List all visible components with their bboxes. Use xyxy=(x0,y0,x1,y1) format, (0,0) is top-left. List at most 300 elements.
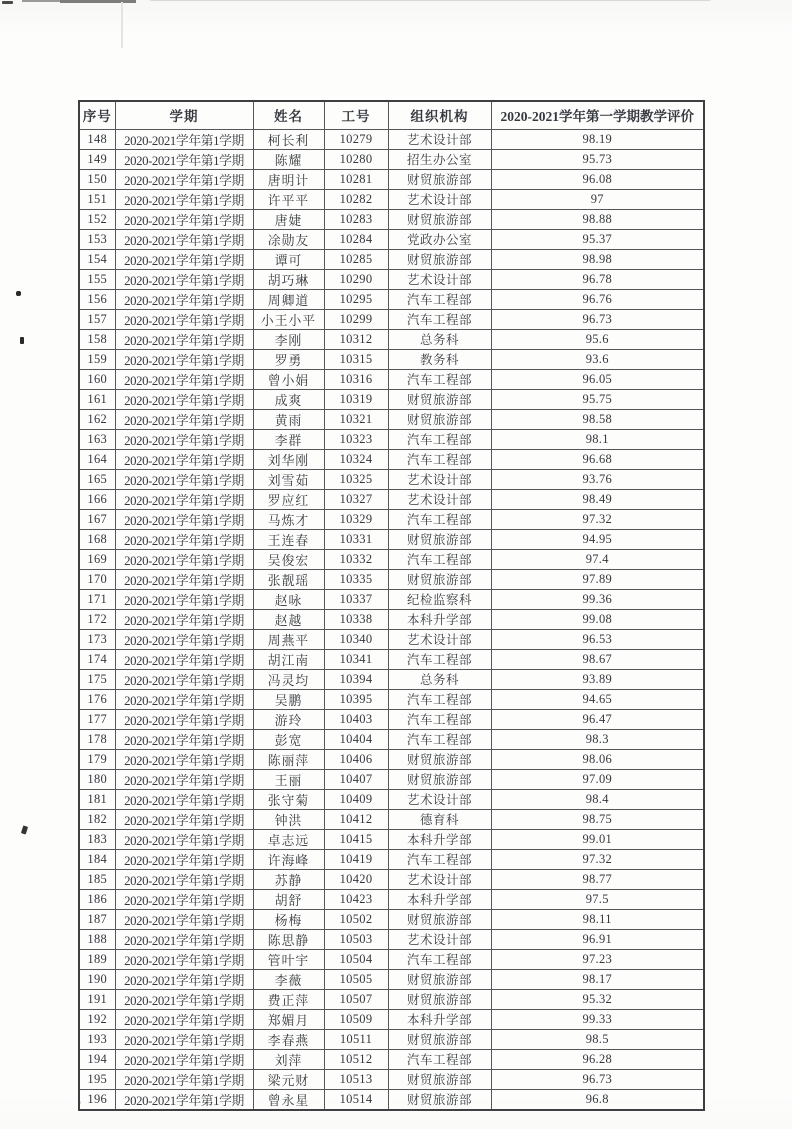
cell-index: 196 xyxy=(79,1089,115,1110)
cell-index: 174 xyxy=(79,649,115,669)
cell-semester: 2020-2021学年第1学期 xyxy=(115,669,253,689)
table-row xyxy=(79,269,704,289)
cell-index: 173 xyxy=(79,629,115,649)
cell-score: 96.53 xyxy=(491,629,704,649)
cell-score: 99.33 xyxy=(491,1009,704,1029)
cell-org: 财贸旅游部 xyxy=(388,1069,491,1089)
cell-semester: 2020-2021学年第1学期 xyxy=(115,409,253,429)
table-row xyxy=(79,709,704,729)
cell-index: 189 xyxy=(79,949,115,969)
cell-employee-id: 10321 xyxy=(324,409,388,429)
cell-score: 96.73 xyxy=(491,1069,704,1089)
cell-semester: 2020-2021学年第1学期 xyxy=(115,329,253,349)
cell-score: 96.8 xyxy=(491,1089,704,1110)
cell-org: 艺术设计部 xyxy=(388,469,491,489)
cell-employee-id: 10341 xyxy=(324,649,388,669)
cell-score: 98.19 xyxy=(491,129,704,149)
cell-index: 191 xyxy=(79,989,115,1009)
cell-name: 成爽 xyxy=(253,389,324,409)
cell-org: 党政办公室 xyxy=(388,229,491,249)
cell-name: 彭宽 xyxy=(253,729,324,749)
cell-semester: 2020-2021学年第1学期 xyxy=(115,169,253,189)
table-row xyxy=(79,149,704,169)
header-name: 姓名 xyxy=(253,101,324,129)
cell-org: 财贸旅游部 xyxy=(388,989,491,1009)
cell-score: 93.6 xyxy=(491,349,704,369)
cell-employee-id: 10327 xyxy=(324,489,388,509)
cell-employee-id: 10282 xyxy=(324,189,388,209)
cell-index: 178 xyxy=(79,729,115,749)
header-semester: 学期 xyxy=(115,101,253,129)
cell-score: 93.89 xyxy=(491,669,704,689)
cell-semester: 2020-2021学年第1学期 xyxy=(115,729,253,749)
cell-index: 165 xyxy=(79,469,115,489)
cell-score: 97.32 xyxy=(491,509,704,529)
cell-score: 96.47 xyxy=(491,709,704,729)
table-row xyxy=(79,929,704,949)
cell-org: 汽车工程部 xyxy=(388,709,491,729)
cell-semester: 2020-2021学年第1学期 xyxy=(115,1089,253,1110)
cell-index: 152 xyxy=(79,209,115,229)
cell-score: 96.78 xyxy=(491,269,704,289)
cell-score: 98.98 xyxy=(491,249,704,269)
header-employee-id: 工号 xyxy=(324,101,388,129)
cell-semester: 2020-2021学年第1学期 xyxy=(115,269,253,289)
scan-artifact xyxy=(20,337,24,344)
cell-semester: 2020-2021学年第1学期 xyxy=(115,889,253,909)
cell-name: 周燕平 xyxy=(253,629,324,649)
cell-name: 李刚 xyxy=(253,329,324,349)
table-row xyxy=(79,209,704,229)
cell-score: 98.75 xyxy=(491,809,704,829)
table-row xyxy=(79,869,704,889)
cell-employee-id: 10295 xyxy=(324,289,388,309)
cell-org: 本科升学部 xyxy=(388,609,491,629)
cell-semester: 2020-2021学年第1学期 xyxy=(115,469,253,489)
table-row xyxy=(79,749,704,769)
cell-index: 159 xyxy=(79,349,115,369)
cell-org: 汽车工程部 xyxy=(388,689,491,709)
table-row xyxy=(79,529,704,549)
cell-employee-id: 10290 xyxy=(324,269,388,289)
cell-semester: 2020-2021学年第1学期 xyxy=(115,309,253,329)
cell-employee-id: 10319 xyxy=(324,389,388,409)
cell-index: 180 xyxy=(79,769,115,789)
cell-index: 156 xyxy=(79,289,115,309)
cell-name: 梁元财 xyxy=(253,1069,324,1089)
cell-score: 96.91 xyxy=(491,929,704,949)
table-row xyxy=(79,1089,704,1110)
table-row xyxy=(79,249,704,269)
cell-name: 陈思静 xyxy=(253,929,324,949)
cell-employee-id: 10395 xyxy=(324,689,388,709)
cell-score: 99.01 xyxy=(491,829,704,849)
cell-employee-id: 10394 xyxy=(324,669,388,689)
cell-employee-id: 10335 xyxy=(324,569,388,589)
cell-employee-id: 10281 xyxy=(324,169,388,189)
cell-score: 98.17 xyxy=(491,969,704,989)
cell-name: 周卿道 xyxy=(253,289,324,309)
cell-org: 财贸旅游部 xyxy=(388,169,491,189)
cell-employee-id: 10285 xyxy=(324,249,388,269)
cell-org: 艺术设计部 xyxy=(388,629,491,649)
cell-score: 96.76 xyxy=(491,289,704,309)
cell-score: 99.08 xyxy=(491,609,704,629)
cell-org: 财贸旅游部 xyxy=(388,769,491,789)
cell-org: 艺术设计部 xyxy=(388,489,491,509)
cell-index: 175 xyxy=(79,669,115,689)
cell-employee-id: 10505 xyxy=(324,969,388,989)
cell-name: 马炼才 xyxy=(253,509,324,529)
cell-index: 153 xyxy=(79,229,115,249)
table-row xyxy=(79,429,704,449)
cell-semester: 2020-2021学年第1学期 xyxy=(115,789,253,809)
cell-score: 97.5 xyxy=(491,889,704,909)
cell-name: 钟洪 xyxy=(253,809,324,829)
cell-employee-id: 10284 xyxy=(324,229,388,249)
cell-name: 张守菊 xyxy=(253,789,324,809)
cell-index: 169 xyxy=(79,549,115,569)
cell-name: 吴鹏 xyxy=(253,689,324,709)
table-row xyxy=(79,829,704,849)
cell-score: 98.3 xyxy=(491,729,704,749)
cell-semester: 2020-2021学年第1学期 xyxy=(115,649,253,669)
table-row xyxy=(79,229,704,249)
cell-org: 财贸旅游部 xyxy=(388,409,491,429)
table-row xyxy=(79,349,704,369)
cell-semester: 2020-2021学年第1学期 xyxy=(115,489,253,509)
cell-score: 98.58 xyxy=(491,409,704,429)
cell-name: 柯长利 xyxy=(253,129,324,149)
cell-index: 177 xyxy=(79,709,115,729)
cell-index: 194 xyxy=(79,1049,115,1069)
cell-semester: 2020-2021学年第1学期 xyxy=(115,429,253,449)
cell-score: 98.11 xyxy=(491,909,704,929)
cell-org: 财贸旅游部 xyxy=(388,569,491,589)
cell-name: 陈耀 xyxy=(253,149,324,169)
cell-employee-id: 10337 xyxy=(324,589,388,609)
cell-score: 98.88 xyxy=(491,209,704,229)
cell-score: 94.65 xyxy=(491,689,704,709)
cell-name: 冯灵均 xyxy=(253,669,324,689)
cell-score: 97.09 xyxy=(491,769,704,789)
cell-name: 王丽 xyxy=(253,769,324,789)
cell-semester: 2020-2021学年第1学期 xyxy=(115,849,253,869)
cell-score: 98.1 xyxy=(491,429,704,449)
cell-semester: 2020-2021学年第1学期 xyxy=(115,129,253,149)
cell-semester: 2020-2021学年第1学期 xyxy=(115,449,253,469)
cell-index: 190 xyxy=(79,969,115,989)
cell-semester: 2020-2021学年第1学期 xyxy=(115,229,253,249)
table-row xyxy=(79,589,704,609)
scan-artifact xyxy=(16,291,21,296)
table-row xyxy=(79,689,704,709)
table-row xyxy=(79,789,704,809)
table-row xyxy=(79,489,704,509)
cell-employee-id: 10420 xyxy=(324,869,388,889)
cell-semester: 2020-2021学年第1学期 xyxy=(115,149,253,169)
cell-org: 艺术设计部 xyxy=(388,789,491,809)
cell-employee-id: 10514 xyxy=(324,1089,388,1110)
cell-index: 160 xyxy=(79,369,115,389)
cell-org: 汽车工程部 xyxy=(388,729,491,749)
cell-score: 96.05 xyxy=(491,369,704,389)
cell-semester: 2020-2021学年第1学期 xyxy=(115,969,253,989)
cell-score: 99.36 xyxy=(491,589,704,609)
cell-score: 96.28 xyxy=(491,1049,704,1069)
table-row xyxy=(79,469,704,489)
cell-employee-id: 10512 xyxy=(324,1049,388,1069)
header-org: 组织机构 xyxy=(388,101,491,129)
cell-index: 188 xyxy=(79,929,115,949)
table-row xyxy=(79,549,704,569)
cell-org: 财贸旅游部 xyxy=(388,969,491,989)
cell-org: 财贸旅游部 xyxy=(388,249,491,269)
cell-org: 财贸旅游部 xyxy=(388,1029,491,1049)
cell-score: 95.32 xyxy=(491,989,704,1009)
cell-semester: 2020-2021学年第1学期 xyxy=(115,549,253,569)
header-row xyxy=(79,101,704,129)
cell-name: 胡江南 xyxy=(253,649,324,669)
table-header xyxy=(79,101,704,129)
cell-semester: 2020-2021学年第1学期 xyxy=(115,909,253,929)
cell-org: 财贸旅游部 xyxy=(388,389,491,409)
cell-org: 财贸旅游部 xyxy=(388,749,491,769)
cell-semester: 2020-2021学年第1学期 xyxy=(115,749,253,769)
cell-name: 赵咏 xyxy=(253,589,324,609)
cell-semester: 2020-2021学年第1学期 xyxy=(115,949,253,969)
table-row xyxy=(79,1029,704,1049)
cell-index: 170 xyxy=(79,569,115,589)
cell-employee-id: 10331 xyxy=(324,529,388,549)
cell-score: 97.23 xyxy=(491,949,704,969)
cell-org: 汽车工程部 xyxy=(388,949,491,969)
cell-name: 小王小平 xyxy=(253,309,324,329)
cell-semester: 2020-2021学年第1学期 xyxy=(115,289,253,309)
cell-employee-id: 10315 xyxy=(324,349,388,369)
cell-employee-id: 10509 xyxy=(324,1009,388,1029)
cell-index: 187 xyxy=(79,909,115,929)
table-row xyxy=(79,1049,704,1069)
table-row xyxy=(79,729,704,749)
cell-name: 卓志远 xyxy=(253,829,324,849)
evaluation-table xyxy=(78,100,705,1111)
cell-index: 162 xyxy=(79,409,115,429)
cell-index: 193 xyxy=(79,1029,115,1049)
scan-artifact xyxy=(121,2,123,48)
cell-score: 98.4 xyxy=(491,789,704,809)
cell-score: 97.4 xyxy=(491,549,704,569)
table-row xyxy=(79,969,704,989)
cell-name: 唐明计 xyxy=(253,169,324,189)
cell-org: 艺术设计部 xyxy=(388,869,491,889)
cell-semester: 2020-2021学年第1学期 xyxy=(115,929,253,949)
cell-index: 172 xyxy=(79,609,115,629)
cell-org: 汽车工程部 xyxy=(388,289,491,309)
table-row xyxy=(79,949,704,969)
cell-index: 163 xyxy=(79,429,115,449)
cell-name: 胡舒 xyxy=(253,889,324,909)
cell-index: 186 xyxy=(79,889,115,909)
cell-semester: 2020-2021学年第1学期 xyxy=(115,249,253,269)
cell-name: 吴俊宏 xyxy=(253,549,324,569)
cell-org: 汽车工程部 xyxy=(388,369,491,389)
cell-employee-id: 10513 xyxy=(324,1069,388,1089)
cell-employee-id: 10279 xyxy=(324,129,388,149)
cell-index: 192 xyxy=(79,1009,115,1029)
cell-org: 本科升学部 xyxy=(388,1009,491,1029)
cell-employee-id: 10338 xyxy=(324,609,388,629)
cell-name: 苏静 xyxy=(253,869,324,889)
cell-employee-id: 10316 xyxy=(324,369,388,389)
cell-semester: 2020-2021学年第1学期 xyxy=(115,769,253,789)
table-row xyxy=(79,889,704,909)
cell-employee-id: 10404 xyxy=(324,729,388,749)
cell-index: 161 xyxy=(79,389,115,409)
cell-semester: 2020-2021学年第1学期 xyxy=(115,689,253,709)
table-row xyxy=(79,189,704,209)
cell-org: 汽车工程部 xyxy=(388,309,491,329)
table-row xyxy=(79,329,704,349)
cell-index: 176 xyxy=(79,689,115,709)
cell-name: 费正萍 xyxy=(253,989,324,1009)
cell-org: 汽车工程部 xyxy=(388,449,491,469)
cell-name: 凃勋友 xyxy=(253,229,324,249)
cell-score: 93.76 xyxy=(491,469,704,489)
cell-index: 171 xyxy=(79,589,115,609)
cell-index: 181 xyxy=(79,789,115,809)
table-row xyxy=(79,369,704,389)
cell-name: 谭可 xyxy=(253,249,324,269)
cell-employee-id: 10511 xyxy=(324,1029,388,1049)
table-row xyxy=(79,769,704,789)
cell-name: 罗应红 xyxy=(253,489,324,509)
cell-name: 许海峰 xyxy=(253,849,324,869)
cell-index: 154 xyxy=(79,249,115,269)
cell-index: 149 xyxy=(79,149,115,169)
cell-employee-id: 10332 xyxy=(324,549,388,569)
table-row xyxy=(79,1009,704,1029)
cell-index: 148 xyxy=(79,129,115,149)
cell-name: 李群 xyxy=(253,429,324,449)
table-row xyxy=(79,289,704,309)
cell-semester: 2020-2021学年第1学期 xyxy=(115,809,253,829)
cell-employee-id: 10325 xyxy=(324,469,388,489)
cell-score: 94.95 xyxy=(491,529,704,549)
cell-org: 汽车工程部 xyxy=(388,429,491,449)
cell-name: 黄雨 xyxy=(253,409,324,429)
cell-index: 167 xyxy=(79,509,115,529)
cell-org: 汽车工程部 xyxy=(388,1049,491,1069)
table-row xyxy=(79,909,704,929)
table-row xyxy=(79,649,704,669)
cell-org: 招生办公室 xyxy=(388,149,491,169)
cell-employee-id: 10280 xyxy=(324,149,388,169)
cell-score: 96.68 xyxy=(491,449,704,469)
cell-org: 本科升学部 xyxy=(388,829,491,849)
cell-semester: 2020-2021学年第1学期 xyxy=(115,829,253,849)
cell-org: 总务科 xyxy=(388,669,491,689)
cell-employee-id: 10503 xyxy=(324,929,388,949)
cell-score: 98.06 xyxy=(491,749,704,769)
cell-name: 郑媚月 xyxy=(253,1009,324,1029)
cell-org: 总务科 xyxy=(388,329,491,349)
cell-semester: 2020-2021学年第1学期 xyxy=(115,629,253,649)
cell-name: 张靓瑶 xyxy=(253,569,324,589)
cell-employee-id: 10403 xyxy=(324,709,388,729)
cell-employee-id: 10312 xyxy=(324,329,388,349)
cell-semester: 2020-2021学年第1学期 xyxy=(115,369,253,389)
cell-index: 151 xyxy=(79,189,115,209)
scan-artifact xyxy=(150,0,710,1)
cell-name: 李薇 xyxy=(253,969,324,989)
table-row xyxy=(79,389,704,409)
table-row xyxy=(79,169,704,189)
cell-semester: 2020-2021学年第1学期 xyxy=(115,1009,253,1029)
cell-org: 本科升学部 xyxy=(388,889,491,909)
cell-name: 陈丽萍 xyxy=(253,749,324,769)
cell-employee-id: 10415 xyxy=(324,829,388,849)
table-row xyxy=(79,669,704,689)
cell-semester: 2020-2021学年第1学期 xyxy=(115,529,253,549)
cell-index: 184 xyxy=(79,849,115,869)
cell-semester: 2020-2021学年第1学期 xyxy=(115,1049,253,1069)
cell-name: 曾小娟 xyxy=(253,369,324,389)
table-row xyxy=(79,629,704,649)
cell-semester: 2020-2021学年第1学期 xyxy=(115,349,253,369)
cell-employee-id: 10419 xyxy=(324,849,388,869)
cell-org: 艺术设计部 xyxy=(388,269,491,289)
cell-org: 财贸旅游部 xyxy=(388,209,491,229)
table-row xyxy=(79,509,704,529)
cell-employee-id: 10507 xyxy=(324,989,388,1009)
cell-index: 164 xyxy=(79,449,115,469)
cell-score: 98.5 xyxy=(491,1029,704,1049)
table-row xyxy=(79,309,704,329)
cell-index: 157 xyxy=(79,309,115,329)
header-index: 序号 xyxy=(79,101,115,129)
cell-index: 168 xyxy=(79,529,115,549)
cell-employee-id: 10340 xyxy=(324,629,388,649)
cell-employee-id: 10407 xyxy=(324,769,388,789)
cell-employee-id: 10324 xyxy=(324,449,388,469)
cell-score: 97 xyxy=(491,189,704,209)
cell-name: 胡巧琳 xyxy=(253,269,324,289)
table-body xyxy=(79,129,704,1110)
cell-index: 158 xyxy=(79,329,115,349)
cell-name: 李春燕 xyxy=(253,1029,324,1049)
cell-employee-id: 10504 xyxy=(324,949,388,969)
cell-name: 杨梅 xyxy=(253,909,324,929)
cell-employee-id: 10423 xyxy=(324,889,388,909)
cell-employee-id: 10283 xyxy=(324,209,388,229)
cell-index: 195 xyxy=(79,1069,115,1089)
table-row xyxy=(79,989,704,1009)
cell-org: 艺术设计部 xyxy=(388,929,491,949)
cell-name: 刘华刚 xyxy=(253,449,324,469)
cell-employee-id: 10409 xyxy=(324,789,388,809)
cell-semester: 2020-2021学年第1学期 xyxy=(115,609,253,629)
cell-score: 97.32 xyxy=(491,849,704,869)
cell-org: 财贸旅游部 xyxy=(388,529,491,549)
cell-semester: 2020-2021学年第1学期 xyxy=(115,389,253,409)
cell-employee-id: 10323 xyxy=(324,429,388,449)
cell-name: 管叶宇 xyxy=(253,949,324,969)
cell-org: 财贸旅游部 xyxy=(388,909,491,929)
cell-score: 95.6 xyxy=(491,329,704,349)
cell-employee-id: 10299 xyxy=(324,309,388,329)
cell-score: 98.77 xyxy=(491,869,704,889)
